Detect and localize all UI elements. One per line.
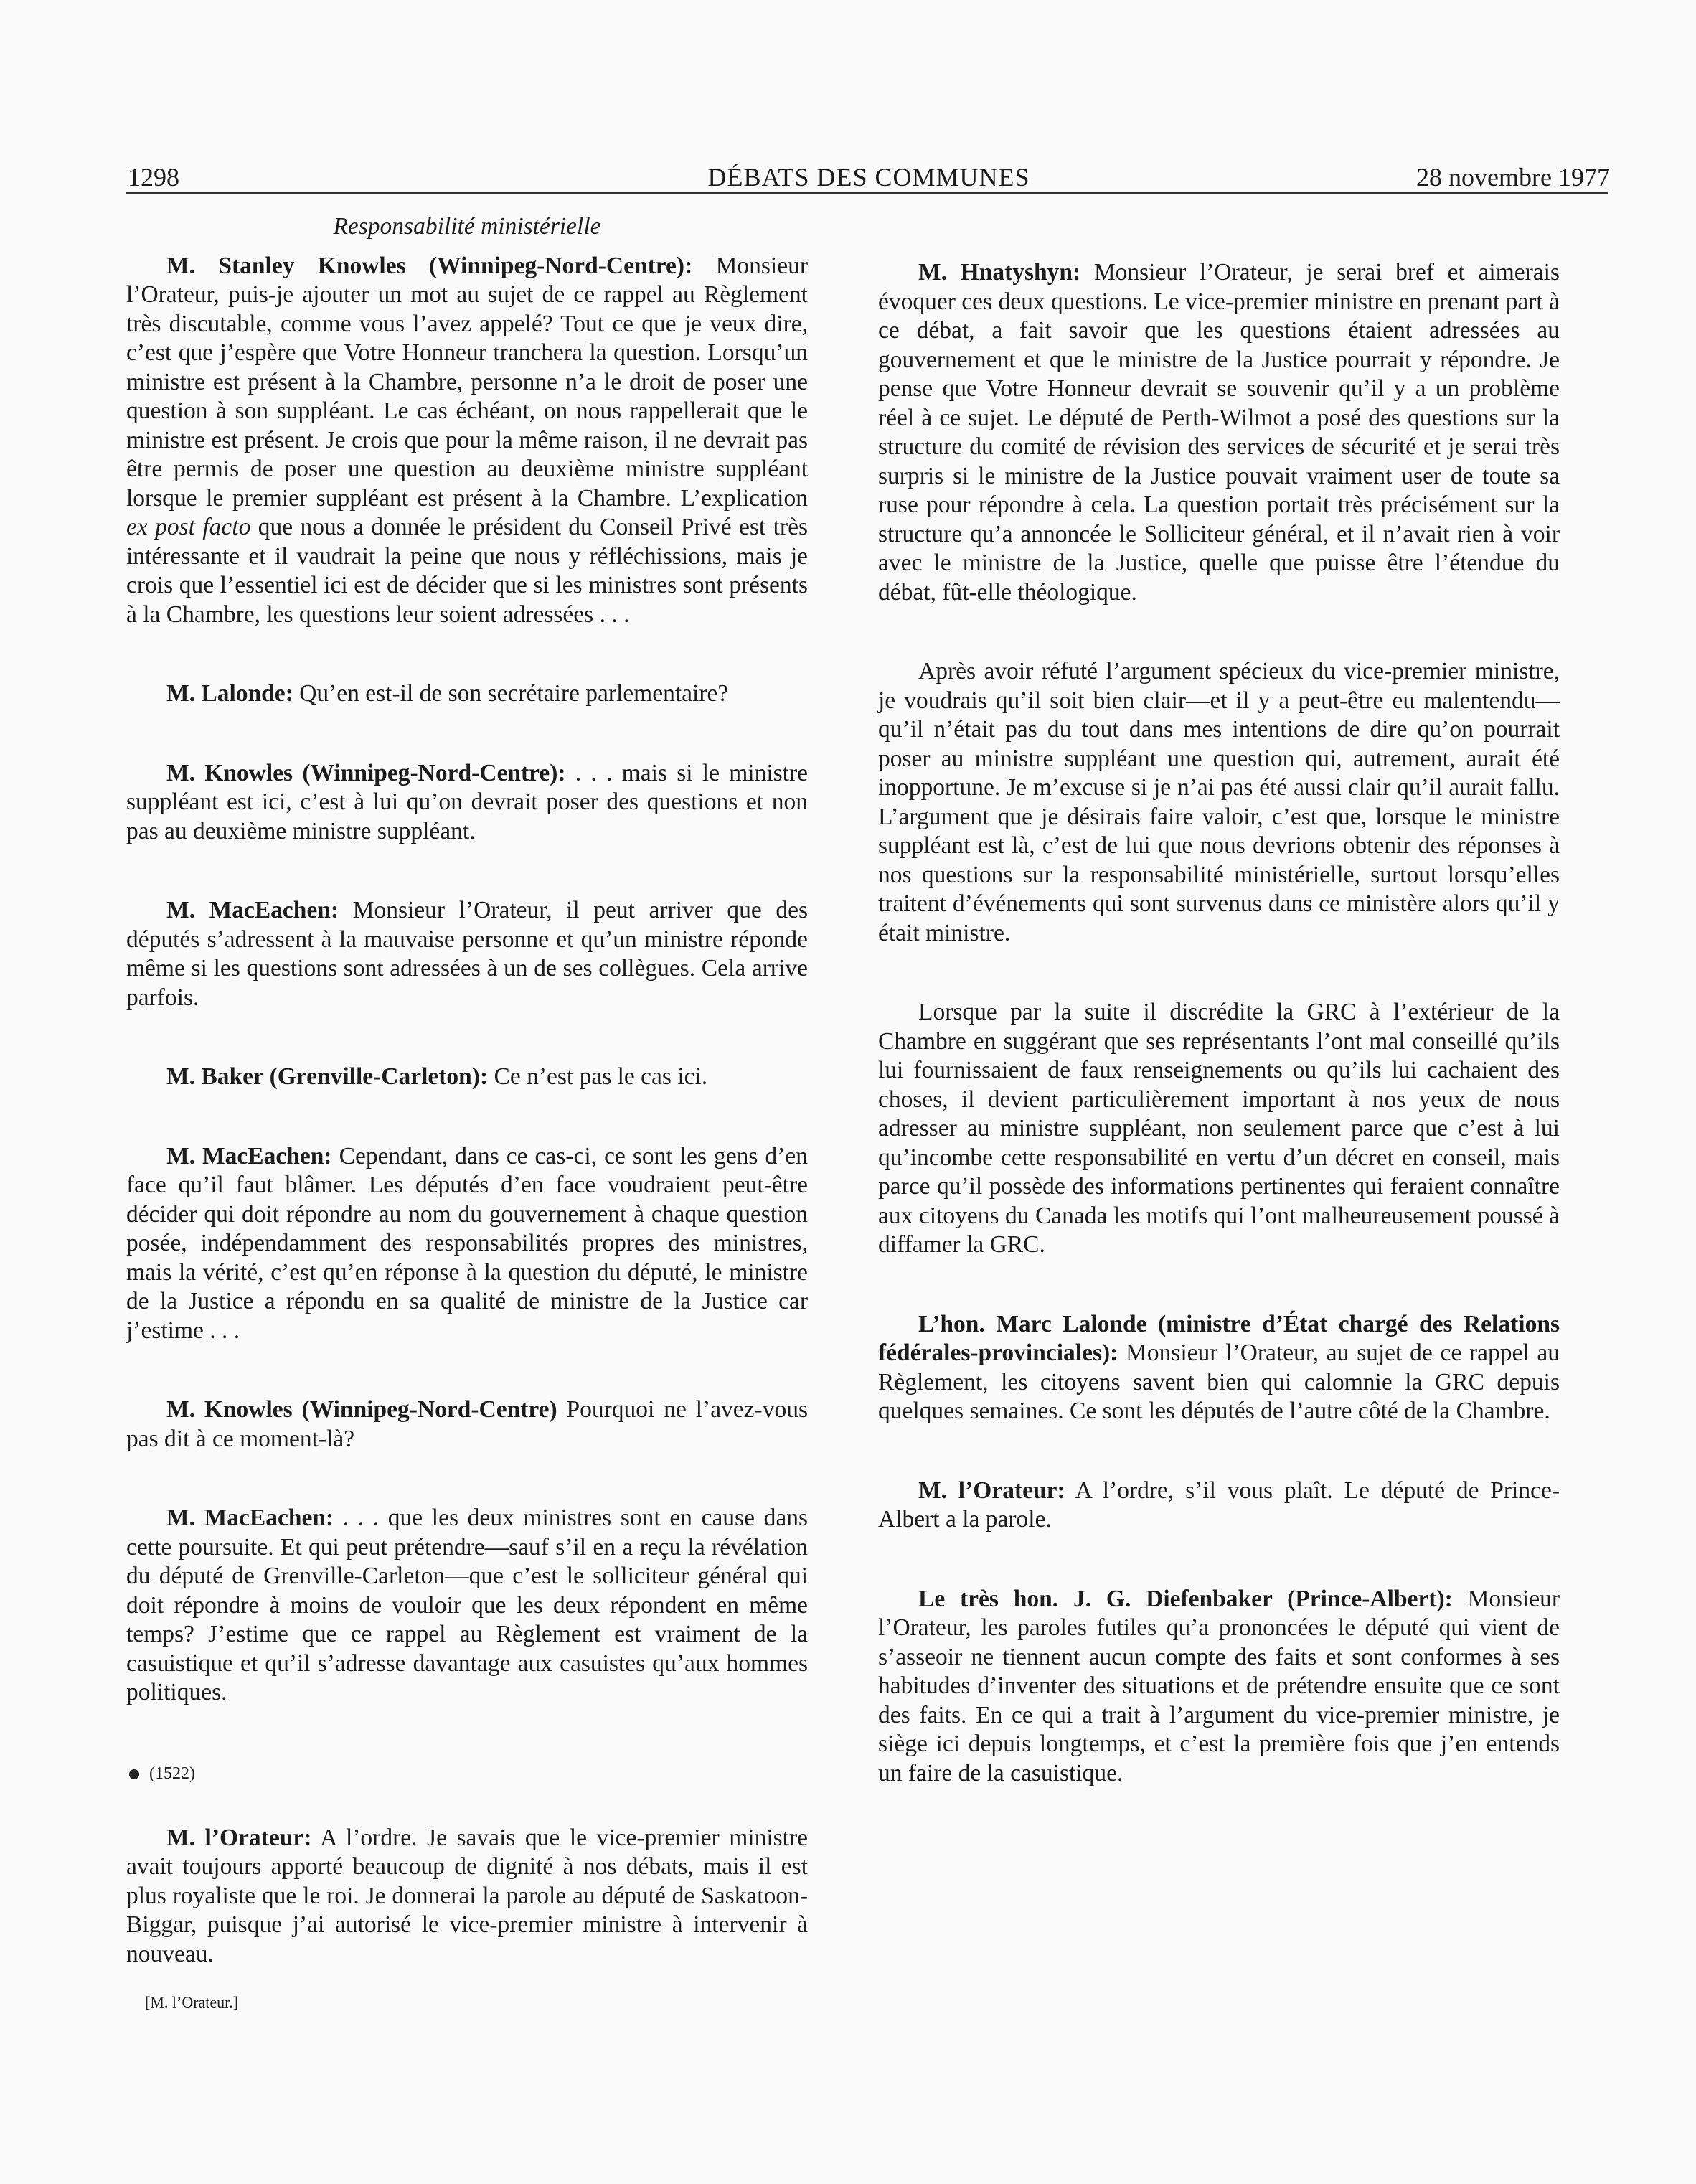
speech-italic: ex post facto <box>126 514 251 540</box>
speech-orateur-2 <box>878 1477 1560 1535</box>
time-marker <box>126 1762 808 1785</box>
speaker-name: M. l’Orateur: <box>166 1824 312 1851</box>
speech-maceachen-2 <box>126 1142 808 1346</box>
speaker-name: Le très hon. J. G. Diefenbaker (Prince-Albert): <box>918 1585 1453 1612</box>
speech-diefenbaker-1 <box>878 1585 1560 1789</box>
speech-orateur-1 <box>126 1824 808 1969</box>
page-number: 1298 <box>128 163 179 192</box>
speaker-name: L’hon. Marc Lalonde (ministre d’État chargé des Relations fédérales-provinciales): <box>878 1310 1560 1366</box>
speech-text: Après avoir réfuté l’argument spécieux du vice-premier ministre, je voudrais qu’il soit bien clair—et il y a peut-être eu malentendu—qu’il n’était pas du tout dans mes intentions de dire qu’on pourrait poser au ministre suppléant une question qui, autrement, aurait été inopportune. Je m’excuse si je n’ai pas été aussi clair qu’il aurait fallu. L’argument que je désirais faire valoir, c’est que, lorsque le ministre suppléant est là, c’est de lui que nous devrions obtenir des réponses à nos questions sur la responsabilité ministérielle, surtout lorsqu’elles traitent d’événements qui sont survenus dans ce ministère alors qu’il y était ministre. <box>878 658 1560 946</box>
speaker-name: M. MacEachen: <box>166 1505 334 1531</box>
speech-knowles-1 <box>126 252 808 630</box>
speech-knowles-3 <box>126 1395 808 1454</box>
left-column <box>126 212 808 2013</box>
speech-text: Monsieur l’Orateur, puis-je ajouter un mot au sujet de ce rappel au Règlement très discutable, comme vous l’avez appelé? Tout ce que je veux dire, c’est que j’espère que Votre Honneur tranchera la question. Lorsqu’un ministre est présent à la Chambre, personne n’a le droit de poser une question à son suppléant. Le cas échéant, on nous rappellerait que le ministre est présent. Je crois que pour la même raison, il ne devrait pas être permis de poser une question au deuxième ministre suppléant lorsque le premier suppléant est présent à la Chambre. L’explication <box>126 252 808 512</box>
speech-text: Lorsque par la suite il discrédite la GRC à l’extérieur de la Chambre en suggérant que ses représentants l’ont mal conseillé qu’ils lui fournissaient de faux renseignements ou qu’ils lui cachaient des choses, il devient particulièrement important à nos yeux de nous adresser au ministre suppléant, non seulement parce que c’est à lui qu’incombe cette responsabilité en vertu d’un décret en conseil, mais parce qu’il possède des informations pertinentes qui feraient connaître aux citoyens du Canada les motifs qui l’ont malheureusement poussé à diffamer la GRC. <box>878 999 1560 1258</box>
speech-text: Ce n’est pas le cas ici. <box>488 1063 708 1090</box>
speech-text: Monsieur l’Orateur, il peut arriver que des députés s’adressent à la mauvaise personne et qu’un ministre réponde même si les questions sont adressées à un de ses collègues. Cela arrive parfois. <box>126 897 809 1011</box>
speech-hnatyshyn-3 <box>878 998 1560 1260</box>
page-header <box>128 159 1610 195</box>
speech-text: Qu’en est-il de son secrétaire parlementaire? <box>293 680 729 707</box>
time-marker-text: (1522) <box>149 1764 195 1783</box>
speech-lalonde-1 <box>126 679 808 709</box>
speaker-name: M. MacEachen: <box>166 1142 332 1169</box>
speech-text: Cependant, dans ce cas-ci, ce sont les gens d’en face qu’il faut blâmer. Les députés d’en face voudraient peut-être décider qui doit répondre au nom du gouvernement à chaque question posée, indépendamment des responsabilités propres des ministres, mais la vérité, c’est qu’en réponse à la question du député, le ministre de la Justice a répondu en sa qualité de ministre de la Justice car j’estime . . . <box>126 1142 809 1344</box>
speaker-name: M. l’Orateur: <box>918 1477 1065 1504</box>
speech-knowles-2 <box>126 759 808 847</box>
speech-text: . . . que les deux ministres sont en cause dans cette poursuite. Et qui peut prétendre—sauf s’il en a reçu la révélation du député de Grenville-Carleton—que c’est le solliciteur général qui doit répondre à moins de vouloir que les deux répondent en même temps? J’estime que ce rappel au Règlement est vraiment de la casuistique et qu’il s’adresse davantage aux casuistes qu’aux hommes politiques. <box>126 1505 809 1705</box>
speaker-name: M. Stanley Knowles (Winnipeg-Nord-Centre): <box>166 252 693 279</box>
right-column <box>878 258 1560 1788</box>
speech-lalonde-2 <box>878 1310 1560 1426</box>
speech-text: Monsieur l’Orateur, au sujet de ce rappel au Règlement, les citoyens savent bien qui calomnie la GRC depuis quelques semaines. Ce sont les députés de l’autre côté de la Chambre. <box>878 1340 1560 1424</box>
speech-text: Monsieur l’Orateur, je serai bref et aimerais évoquer ces deux questions. Le vice-premier ministre en prenant part à ce débat, a fait savoir que les questions étaient adressées au gouvernement et que le ministre de la Justice pourrait y répondre. Je pense que Votre Honneur devrait se souvenir qu’il y a un problème réel à ce sujet. Le député de Perth-Wilmot a posé des questions sur la structure du comité de révision des services de sécurité et je serai très surpris si le ministre de la Justice pouvait vraiment user de toute sa ruse pour répondre à cela. La question portait très précisément sur la structure qu’a annoncée le Solliciteur général, et il n’avait rien à voir avec le ministre de la Justice, quelle que puisse être l’étendue du débat, fût-elle théologique. <box>878 259 1560 606</box>
speaker-name: M. Hnatyshyn: <box>918 259 1081 286</box>
speech-text: A l’ordre, s’il vous plaît. Le député de Prince-Albert a la parole. <box>878 1477 1560 1533</box>
page-date: 28 novembre 1977 <box>1416 163 1610 192</box>
speech-baker-1 <box>126 1063 808 1092</box>
speech-hnatyshyn-1 <box>878 258 1560 607</box>
speaker-name: M. Lalonde: <box>166 680 293 707</box>
speech-maceachen-1 <box>126 896 808 1012</box>
speaker-name: M. Knowles (Winnipeg-Nord-Centre) <box>166 1396 557 1423</box>
speech-text: Monsieur l’Orateur, les paroles futiles qu’a prononcées le député qui vient de s’asseoir ne tiennent aucun compte des faits et sont conformes à ses habitudes d’inventer des situations et de prétendre ensuite que ce sont des faits. En ce qui a trait à l’argument du vice-premier ministre, je siège ici depuis longtemps, et c’est la première fois que j’en entends un faire de la casuistique. <box>878 1585 1560 1787</box>
speaker-name: M. MacEachen: <box>166 897 339 923</box>
speech-maceachen-3 <box>126 1504 808 1708</box>
speech-hnatyshyn-2 <box>878 657 1560 948</box>
bullet-dot-icon <box>129 1769 139 1779</box>
speaker-name: M. Baker (Grenville-Carleton): <box>166 1063 489 1090</box>
speech-text: A l’ordre. Je savais que le vice-premier ministre avait toujours apporté beaucoup de dignité à nos débats, mais il est plus royaliste que le roi. Je donnerai la parole au député de Saskatoon-Biggar, puisque j’ai autorisé le vice-premier ministre à intervenir à nouveau. <box>126 1824 808 1967</box>
speech-text: que nous a donnée le président du Conseil Privé est très intéressante et il vaudrait la peine que nous y réfléchissions, mais je crois que l’essentiel ici est de décider que si les ministres sont présents à la Chambre, les questions leur soient adressées . . . <box>126 514 808 628</box>
section-heading: Responsabilité ministérielle <box>333 213 601 240</box>
footer-note: [M. l’Orateur.] <box>145 1993 239 2011</box>
header-rule <box>126 192 1608 194</box>
speech-text: Pourquoi ne l’avez-vous pas dit à ce moment-là? <box>126 1396 808 1452</box>
speaker-name: M. Knowles (Winnipeg-Nord-Centre): <box>166 759 566 786</box>
publication-title: DÉBATS DES COMMUNES <box>707 163 1030 192</box>
speech-text: . . . mais si le ministre suppléant est ici, c’est à lui qu’on devrait poser des questions et non pas au deuxième ministre suppléant. <box>126 759 808 844</box>
